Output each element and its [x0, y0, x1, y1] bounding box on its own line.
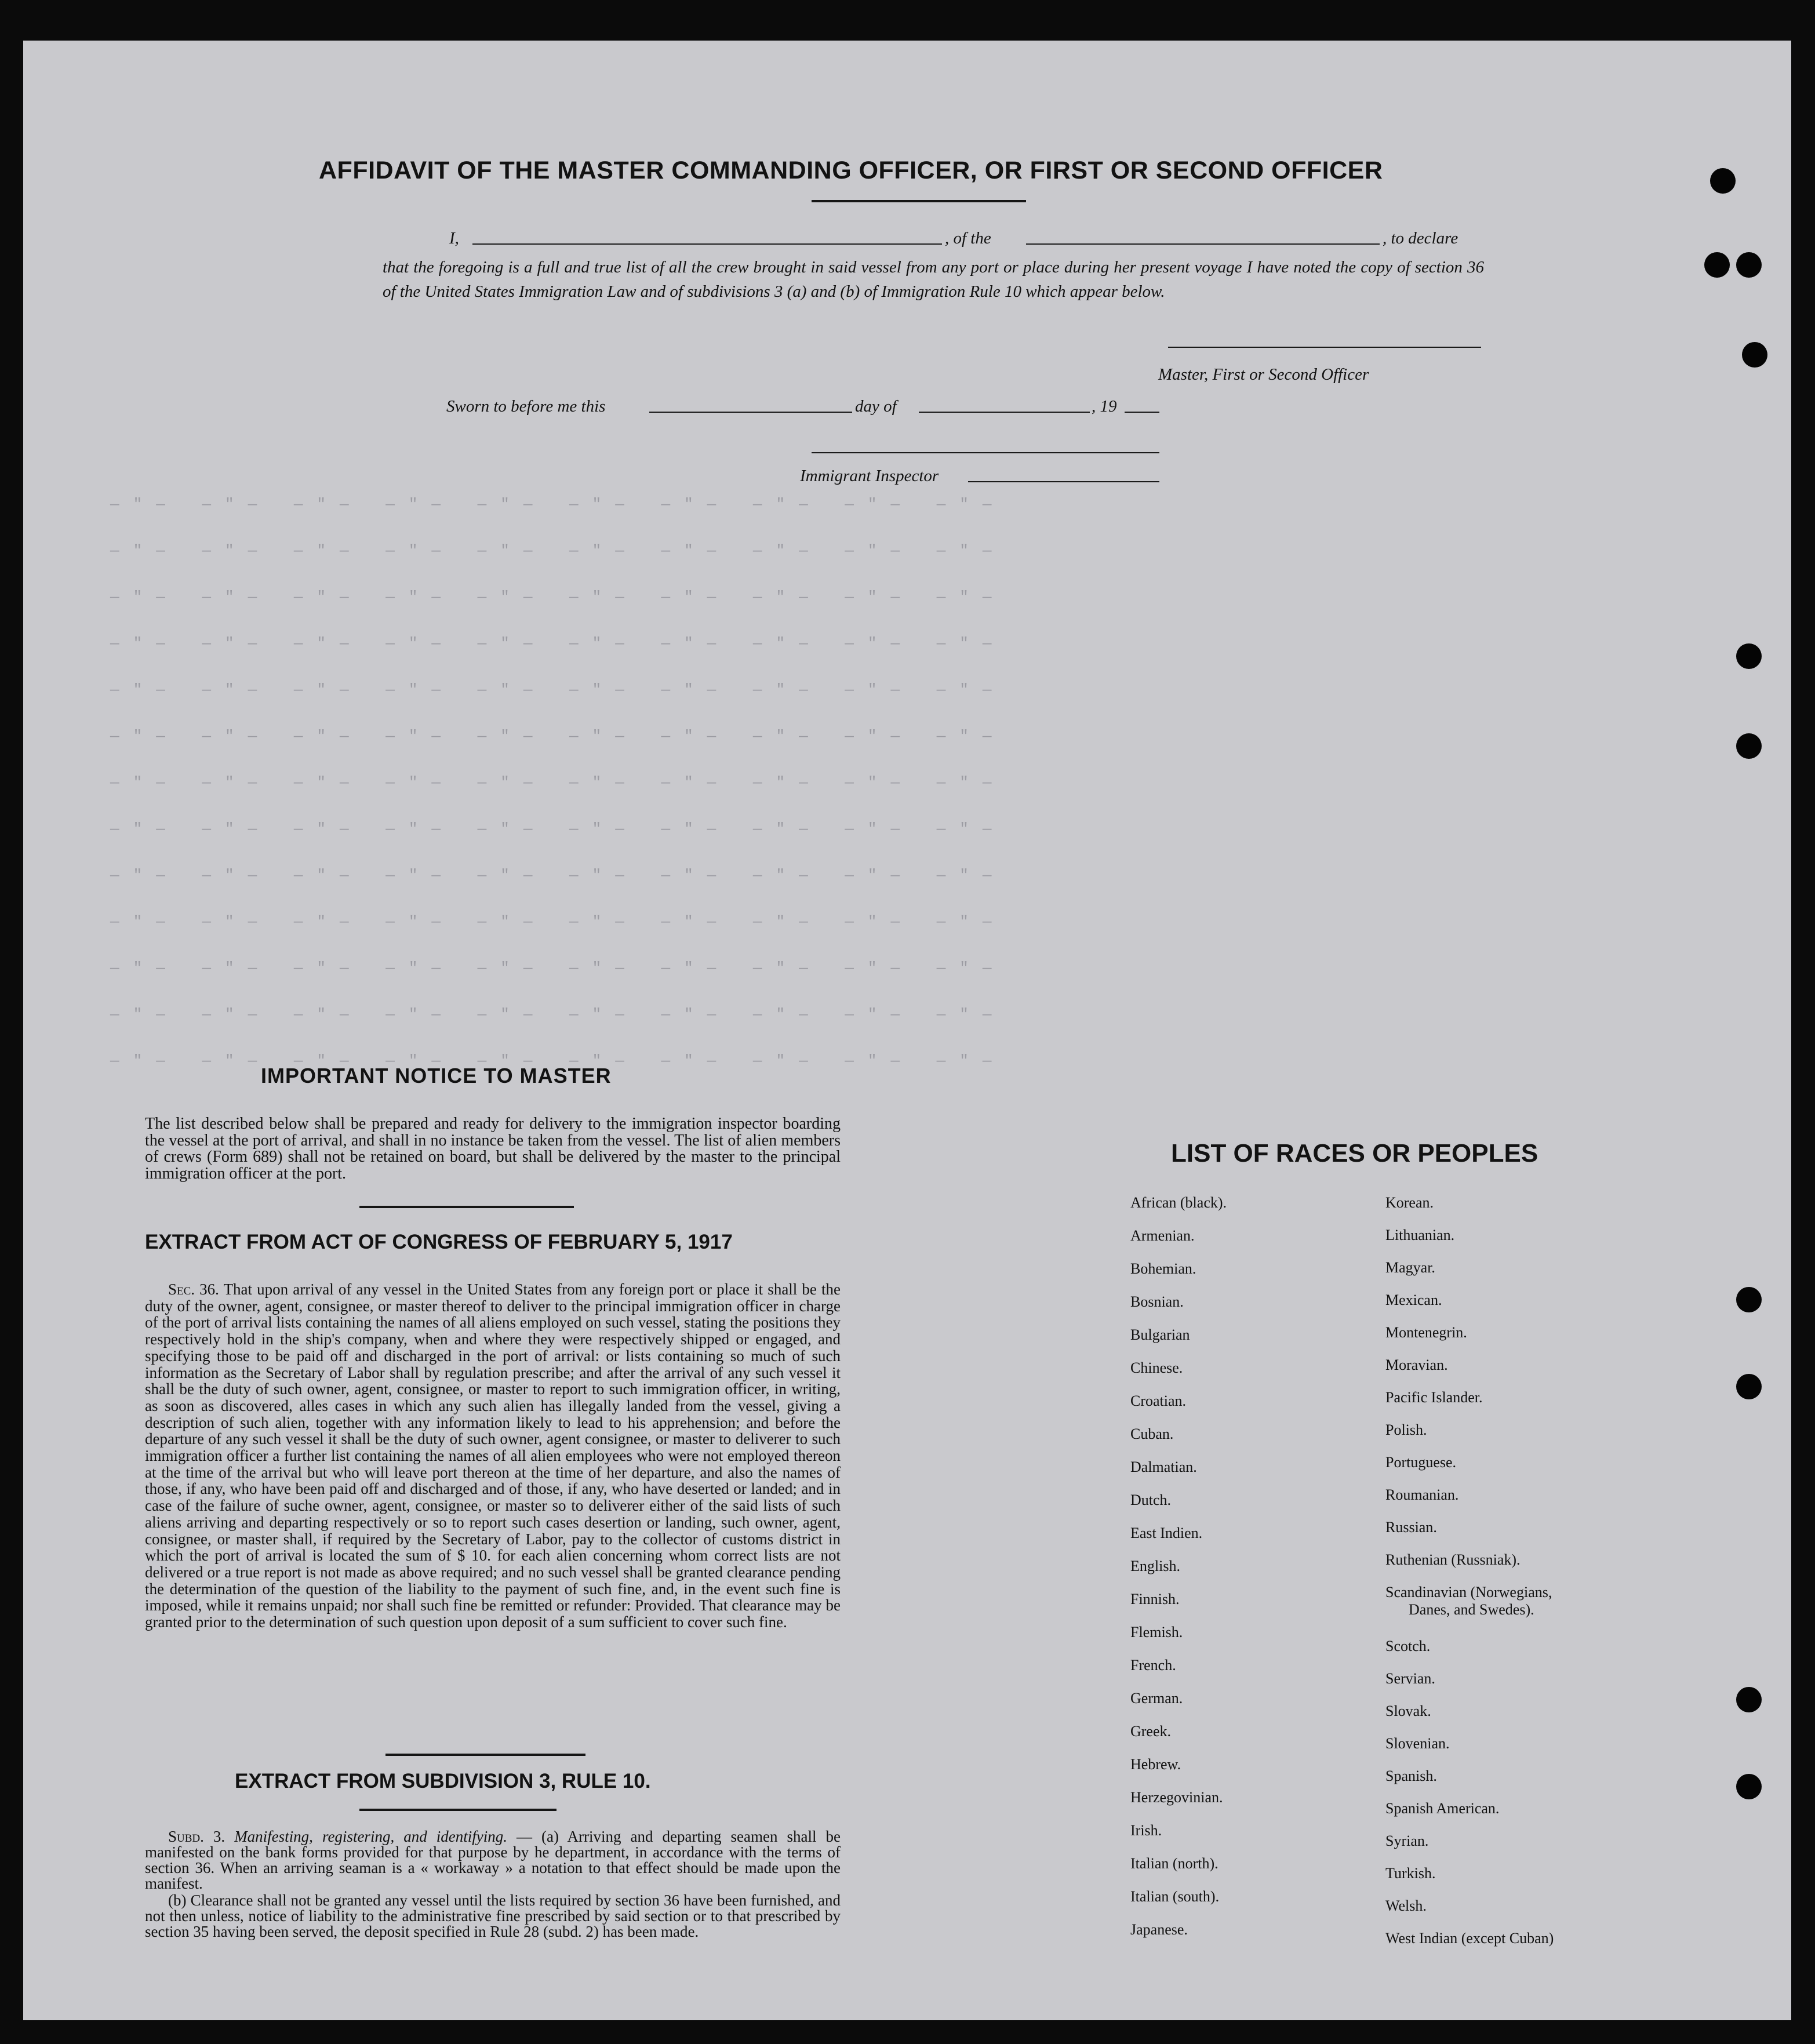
notice-body: The list described below shall be prepared and ready for delivery to the immigration inspector boarding the vessel at the port of arrival, and shall in no instance be taken from the vessel. The list of alien members of crews (Form 689) shall not be retained on board, but shall be delivered by the master to the principal immigration officer at the port. [145, 1115, 841, 1183]
race-item: Armenian. [1130, 1227, 1195, 1244]
inspector-signature-line [812, 452, 1159, 453]
punch-hole [1736, 1287, 1762, 1312]
sworn-prefix: Sworn to before me this [446, 397, 606, 416]
punch-hole [1736, 733, 1762, 759]
race-item: English. [1130, 1558, 1180, 1574]
race-item: Lithuanian. [1385, 1227, 1455, 1243]
race-item: Welsh. [1385, 1897, 1427, 1914]
race-item: German. [1130, 1690, 1183, 1707]
race-item: Moravian. [1385, 1356, 1448, 1373]
act-section-text: That upon arrival of any vessel in the United States from any foreign port or place it shall be the duty of the owner, agent, consignee, or master thereof to deliver to the principal immigration officer in charge of the port of arrival lists containing the names of all aliens employed on such vessel, stating the positions they respectively hold in the ship's company, when and where they were respectively shipped or engaged, and specifying those to be paid off and discharged in the port of arrival: or lists containing so much of such information as the Secretary of Labor shall by regulation prescribe; and after the arrival of any such vessel it shall be the duty of such owner, agent, consignee, or master to report to such immigration officer, in writing, as soon as discovered, alles cases in which any such alien has illegally landed from the vessel, giving a description of such alien, together with any information likely to lead to his apprehension; and before the departure of any such vessel it shall be the duty of such owner, agent consignee, or master to deliverer to such immigration officer a further list containing the names of all alien employees who were not employed thereon at the time of the arrival but who will leave port thereon at the time of her departure, and also the names of those, if any, who have been paid off and discharged and of those, if any, who have deserted or landed; and in case of the failure of suche owner, agent, consignee, or master so to deliverer either of the said lists of such aliens arriving and departing respectively or so to report such cases desertion or landing, such owner, agent, consignee, or master shall, if required by the Secretary of Labor, pay to the collector of customs district in which the port of arrival is located the sum of $ 10. for each alien concerning whom correct lists are not delivered or a true report is not made as above required; and no such vessel shall be granted clearance pending the determination of the question of the liability to the payment of such fine, and, in the event such fine is imposed, while it remains unpaid; nor shall such fine be remitted or refunder: Provided. That clearance may be granted prior to the determination of such question upon deposit of a sum sufficient to cover such fine. [145, 1281, 841, 1631]
race-item: Croatian. [1130, 1392, 1187, 1409]
sworn-year: , 19 [1092, 397, 1117, 416]
inspector-trailing-line [968, 481, 1159, 482]
sworn-year-blank [1125, 412, 1159, 413]
punch-hole [1704, 252, 1730, 278]
rule-title: EXTRACT FROM SUBDIVISION 3, RULE 10. [235, 1770, 651, 1792]
vessel-blank [1026, 243, 1380, 245]
rule-body-b: (b) Clearance shall not be granted any vessel until the lists required by section 36 have been furnished, and not then unless, notice of liability to the administrative fine prescribed by said section or to that prescribed by section 35 having been served, the deposit specified in Rule 28 (subd. 2) has been made. [145, 1892, 841, 1940]
sworn-day-of: day of [855, 397, 897, 416]
act-title: EXTRACT FROM ACT OF CONGRESS OF FEBRUARY 5, 1917 [145, 1231, 733, 1253]
rule-rule [359, 1809, 556, 1811]
race-item: Scotch. [1385, 1638, 1431, 1654]
document-page: —"— —"— —"— —"— —"— —"— —"— —"— —"— —"— —"— —"— —"— —"— —"— —"— —"— —"— —"— —"— —"— —"— —"— —"— —"— —"— —"— —"— —"— —"— —"— —"— —"— —"— —"— —"— —"— —"— —"— —"— —"— —"— —"— —"— —"— —"— —"— —"— —"— —"— —"— —"— —"— —"— —"— —"— —"— —"— —"— —"— —"— —"— —"— —"— —"— —"— —"— —"— —"— —"— —"— —"— —"— —"— —"— —"— —"— —"— —"— —"— —"— —"— —"— —"— —"— —"— —"— —"— —"— —"— —"— —"— —"— —"— —"— —"— —"— —"— —"— —"— —"— —"— —"— —"— —"— —"— —"— —"— —"— —"— —"— —"— —"— —"— —"— —"— —"— —"— —"— —"— —"— —"— —"— —"— —"— —"— —"— —"— —"— —"— AFFIDAVIT OF THE MASTER COMMANDING OFFICER, OR FIRST OR SECOND OFFICER I, , of the , to declare that the foregoing is a full and true list of all the crew brought in said vessel from any port or place during her present voyage I have noted the copy of section 36 of the United States Immigration Law and of subdivisions 3 (a) and (b) of Immigration Rule 10 which appear below. Master, First or Second Officer Sworn to before me this day of , 19 Immigrant Inspector IMPORTANT NOTICE TO MASTER The list described below shall be prepared and ready for delivery to the immigration inspector boarding the vessel at the port of arrival, and shall in no instance be taken from the vessel. The list of alien members of crews (Form 689) shall not be retained on board, but shall be delivered by the master to the principal immigration officer at the port. EXTRACT FROM ACT OF CONGRESS OF FEBRUARY 5, 1917 Sec. 36. That upon arrival of any vessel in the United States from any foreign port or place it shall be the duty of the owner, agent, consignee, or master thereof to deliver to the principal immigration officer in charge of the port of arrival lists containing the names of all aliens employed on such vessel, stating the positions they respectively hold in the ship's company, when and where they were respectively shipped or engaged, and specifying those to be paid off and discharged in the port of arrival: or lists containing so much of such information as the Secretary of Labor shall by regulation prescribe; and after the arrival of any such vessel it shall be the duty of such owner, agent, consignee, or master to report to such immigration officer, in writing, as soon as discovered, alles cases in which any such alien has illegally landed from the vessel, giving a description of such alien, together with any information likely to lead to his apprehension; and before the departure of any such vessel it shall be the duty of such owner, agent consignee, or master to deliverer to such immigration officer a further list containing the names of all alien employees who were not employed thereon at the time of the arrival but who will leave port thereon at the time of her departure, and also the names of those, if any, who have been paid off and discharged and of those, if any, who have deserted or landed; and in case of the failure of suche owner, agent, consignee, or master so to deliverer either of the said lists of such aliens arriving and departing respectively or so to report such cases desertion or landing, such owner, agent, consignee, or master shall, if required by the Secretary of Labor, pay to the collector of customs district in which the port of arrival is located the sum of $ 10. for each alien concerning whom correct lists are not delivered or a true report is not made as above required; and no such vessel shall be granted clearance pending the determination of the question of the liability to the payment of such fine, and, in the event such fine is imposed, while it remains unpaid; nor shall such fine be remitted or refunder: Provided. That clearance may be granted prior to the determination of such question upon deposit of a sum sufficient to cover such fine. EXTRACT FROM SUBDIVISION 3, RULE 10. Subd. 3. Manifesting, registering, and identifying. — (a) Arriving and departing seamen shall be manifested on the bank forms provided for that purpose by he department, in accordance with the terms of section 36. When an arriving seaman is a « workaway » a notation to that effect should be made upon the manifest. (b) Clearance shall not be granted any vessel until the lists required by section 36 have been furnished, and not then unless, notice of liability to the administrative fine prescribed by said section or to that prescribed by section 35 having been served, the deposit specified in Rule 28 (subd. 2) has been made. LIST OF RACES OR PEOPLES African (black). Armenian. Bohemian. Bosnian. Bulgarian Chinese. Croatian. Cuban. Dalmatian. Dutch. East Indien. English. Finnish. Flemish. French. German. Greek. Hebrew. Herzegovinian. Irish. Italian (north). Italian (south). Japanese. Korean. Lithuanian. Magyar. Mexican. Montenegrin. Moravian. Pacific Islander. Polish. Portuguese. Roumanian. Russian. Ruthenian (Russniak). Scandinavian (Norwegians, Danes, and Swedes). Scotch. Servian. Slovak. Slovenian. Spanish. Spanish American. Syrian. Turkish. Welsh. West Indian (except Cuban) [23, 41, 1791, 2020]
act-rule [385, 1754, 585, 1756]
race-item: Turkish. [1385, 1865, 1436, 1882]
punch-hole [1736, 1374, 1762, 1399]
race-item: Magyar. [1385, 1259, 1435, 1276]
notice-rule [359, 1206, 574, 1208]
title-rule [812, 200, 1026, 202]
race-item: Finnish. [1130, 1591, 1180, 1607]
rule-part-a: — (a) Arriving and departing seamen shall be manifested on the bank forms provided for that purpose by he department, in accordance with the terms of section 36. When an arriving seaman is a « workaway » a notation to that effect should be made upon the manifest. [145, 1828, 841, 1892]
race-item: Greek. [1130, 1723, 1172, 1740]
race-item: African (black). [1130, 1194, 1227, 1211]
race-item: Spanish American. [1385, 1800, 1500, 1817]
affidavit-i: I, [449, 229, 459, 248]
race-item: Herzegovinian. [1130, 1789, 1223, 1806]
race-item: East Indien. [1130, 1525, 1203, 1541]
race-item: Ruthenian (Russniak). [1385, 1551, 1521, 1568]
race-item: Bosnian. [1130, 1293, 1184, 1310]
punch-hole [1742, 342, 1767, 368]
inspector-label: Immigrant Inspector [800, 467, 939, 485]
punch-hole [1736, 1774, 1762, 1799]
race-item: Scandinavian (Norwegians, [1385, 1584, 1552, 1601]
race-item: Servian. [1385, 1670, 1435, 1687]
signature-line [1168, 347, 1481, 348]
race-item: Russian. [1385, 1519, 1437, 1536]
rule-subd-heading: Manifesting, registering, and identifying. [234, 1828, 507, 1845]
rule-body-a [145, 1829, 841, 1892]
race-item: French. [1130, 1657, 1176, 1674]
name-blank [472, 243, 942, 245]
race-item: Korean. [1385, 1194, 1434, 1211]
affidavit-title: AFFIDAVIT OF THE MASTER COMMANDING OFFICER, OR FIRST OR SECOND OFFICER [319, 157, 1383, 184]
race-item: Bulgarian [1130, 1326, 1190, 1343]
race-item: Spanish. [1385, 1767, 1437, 1784]
race-item: Mexican. [1385, 1292, 1442, 1308]
races-title: LIST OF RACES OR PEOPLES [1171, 1139, 1538, 1168]
affidavit-to-declare: , to declare [1383, 229, 1458, 248]
race-item: Irish. [1130, 1822, 1162, 1839]
race-item: Chinese. [1130, 1359, 1183, 1376]
punch-hole [1736, 252, 1762, 278]
race-item: Cuban. [1130, 1425, 1174, 1442]
punch-hole [1736, 1687, 1762, 1712]
race-item: Portuguese. [1385, 1454, 1457, 1471]
race-item: Slovak. [1385, 1703, 1431, 1719]
race-item: Syrian. [1385, 1832, 1429, 1849]
punch-hole [1736, 643, 1762, 669]
race-item: Roumanian. [1385, 1486, 1459, 1503]
race-item: Pacific Islander. [1385, 1389, 1483, 1406]
race-item: Japanese. [1130, 1921, 1188, 1938]
sworn-month-blank [919, 412, 1090, 413]
sworn-day-blank [649, 412, 852, 413]
race-item: Dutch. [1130, 1492, 1172, 1508]
notice-title: IMPORTANT NOTICE TO MASTER [261, 1064, 612, 1088]
affidavit-of-the: , of the [945, 229, 991, 248]
race-item: Dalmatian. [1130, 1459, 1197, 1475]
signature-label: Master, First or Second Officer [1158, 365, 1369, 384]
act-section-label: Sec. 36. [168, 1281, 219, 1298]
race-item: Flemish. [1130, 1624, 1183, 1641]
punch-hole [1710, 168, 1736, 194]
race-item: Bohemian. [1130, 1260, 1196, 1277]
rule-subd-label: Subd. 3. [168, 1828, 225, 1845]
race-item: Danes, and Swedes). [1409, 1601, 1534, 1618]
race-item: Italian (south). [1130, 1888, 1220, 1905]
affidavit-body: that the foregoing is a full and true list of all the crew brought in said vessel from any port or place during her present voyage I have noted the copy of section 36 of the United States Immigration Law and of subdivisions 3 (a) and (b) of Immigration Rule 10 which appear below. [383, 258, 1484, 301]
race-item: Polish. [1385, 1421, 1427, 1438]
race-item: Montenegrin. [1385, 1324, 1467, 1341]
act-body [145, 1281, 841, 1631]
race-item: West Indian (except Cuban) [1385, 1930, 1554, 1947]
race-item: Hebrew. [1130, 1756, 1181, 1773]
race-item: Italian (north). [1130, 1855, 1219, 1872]
race-item: Slovenian. [1385, 1735, 1450, 1752]
